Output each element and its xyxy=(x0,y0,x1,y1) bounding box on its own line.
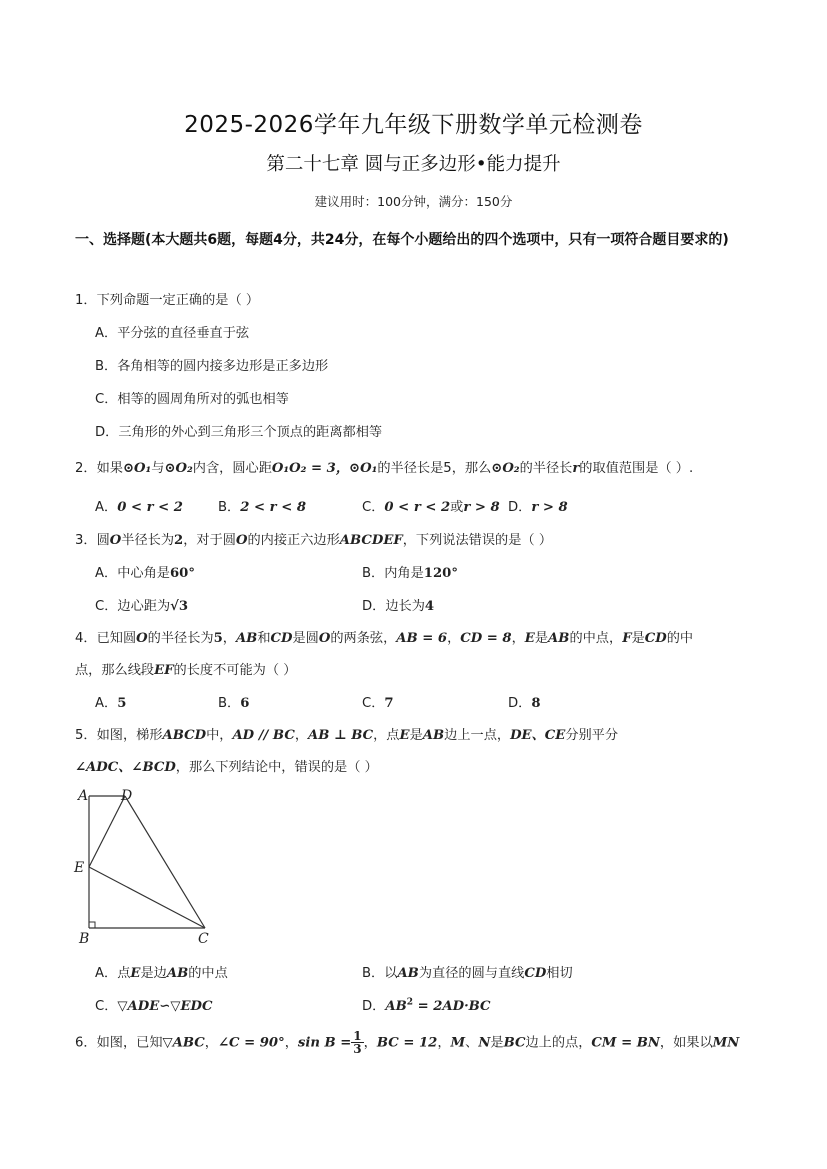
circle-o2: ⊙O₂ xyxy=(164,461,193,476)
q3-stem: 3．圆O半径长为2，对于圆O的内接正六边形ABCDEF，下列说法错误的是（ ） xyxy=(75,533,553,548)
time-score-hint: 建议用时：100分钟，满分：150分 xyxy=(314,194,513,209)
q4-option-d[interactable]: D．8 xyxy=(508,696,541,711)
segment-ed xyxy=(89,796,125,867)
center-distance: O₁O₂ = 3， xyxy=(271,461,350,476)
q5-stem: 5．如图，梯形ABCD中，AD // BC，AB ⊥ BC，点E是AB边上一点，DE、CE分别平分 xyxy=(75,728,619,743)
hexagon-name: ABCDEF xyxy=(339,533,403,548)
q1-option-b[interactable]: B．各角相等的圆内接多边形是正多边形 xyxy=(95,359,329,374)
q2-option-d[interactable]: D．r > 8 xyxy=(508,500,568,515)
q2-option-c[interactable]: C．0 < r < 2或r > 8 xyxy=(362,500,500,515)
label-e: E xyxy=(74,860,85,876)
q2-option-a[interactable]: A．0 < r < 2 xyxy=(95,500,183,515)
q4-stem-line2: 点，那么线段EF的长度不可能为（ ） xyxy=(75,663,297,678)
circle-o1: ⊙O₁ xyxy=(122,461,152,476)
section-heading: 一、选择题(本大题共6题，每题4分，共24分，在每个小题给出的四个选项中，只有一项符合题目要求的) xyxy=(75,232,729,248)
page-title: 2025-2026学年九年级下册数学单元检测卷 xyxy=(184,112,643,138)
q1-option-a[interactable]: A．平分弦的直径垂直于弦 xyxy=(95,326,250,341)
q5-stem-line2: ∠ADC、∠BCD，那么下列结论中，错误的是（ ） xyxy=(75,760,378,775)
q5-option-b[interactable]: B．以AB为直径的圆与直线CD相切 xyxy=(362,966,573,981)
q4-stem: 4．已知圆O的半径长为5，AB和CD是圆O的两条弦，AB = 6，CD = 8，E是AB的中点，F是CD的中 xyxy=(75,631,694,646)
segment-ec xyxy=(89,867,205,928)
q1-stem: 1．下列命题一定正确的是（ ） xyxy=(75,293,260,308)
q6-stem: 6．如图，已知▽ABC，∠C = 90°，sin B = $\frac{1}{3}$ ，BC = 12，M、N是BC边上的点，CM = BN，如果以MN xyxy=(75,1029,740,1056)
q4-option-b[interactable]: B．6 xyxy=(218,696,250,711)
page-subtitle: 第二十七章 圆与正多边形•能力提升 xyxy=(266,154,561,175)
label-b: B xyxy=(79,931,90,947)
label-d: D xyxy=(121,788,133,804)
q4-option-c[interactable]: C．7 xyxy=(362,696,394,711)
q5-option-d[interactable]: D．$AB^2 = 2AD\cdot BC$ xyxy=(362,997,491,1014)
q2-option-b[interactable]: B．2 < r < 8 xyxy=(218,500,307,515)
q3-option-d[interactable]: D．边长为4 xyxy=(362,599,435,614)
q1-option-c[interactable]: C．相等的圆周角所对的弧也相等 xyxy=(95,392,289,407)
q4-option-a[interactable]: A．5 xyxy=(95,696,127,711)
fraction-one-third: $\frac{1}{3}$ xyxy=(353,1029,362,1056)
segment-dc xyxy=(125,796,205,928)
trapezoid-figure xyxy=(70,783,230,948)
q5-option-a[interactable]: A．点E是边AB的中点 xyxy=(95,966,228,981)
label-a: A xyxy=(78,788,89,804)
q1-option-d[interactable]: D．三角形的外心到三角形三个顶点的距离都相等 xyxy=(95,425,383,440)
q5-option-c[interactable]: C．▽ADE∽▽EDC xyxy=(95,999,213,1014)
q3-option-c[interactable]: C．边心距为√3 xyxy=(95,599,188,614)
right-angle-mark xyxy=(89,922,95,928)
q3-option-b[interactable]: B．内角是120° xyxy=(362,566,458,581)
label-c: C xyxy=(198,931,209,947)
q3-option-a[interactable]: A．中心角是60° xyxy=(95,566,195,581)
q2-stem: 2．如果⊙O₁与⊙O₂内含，圆心距O₁O₂ = 3，⊙O₁的半径长是5，那么⊙O₂的半径长r的取值范围是（ ）. xyxy=(75,461,694,476)
